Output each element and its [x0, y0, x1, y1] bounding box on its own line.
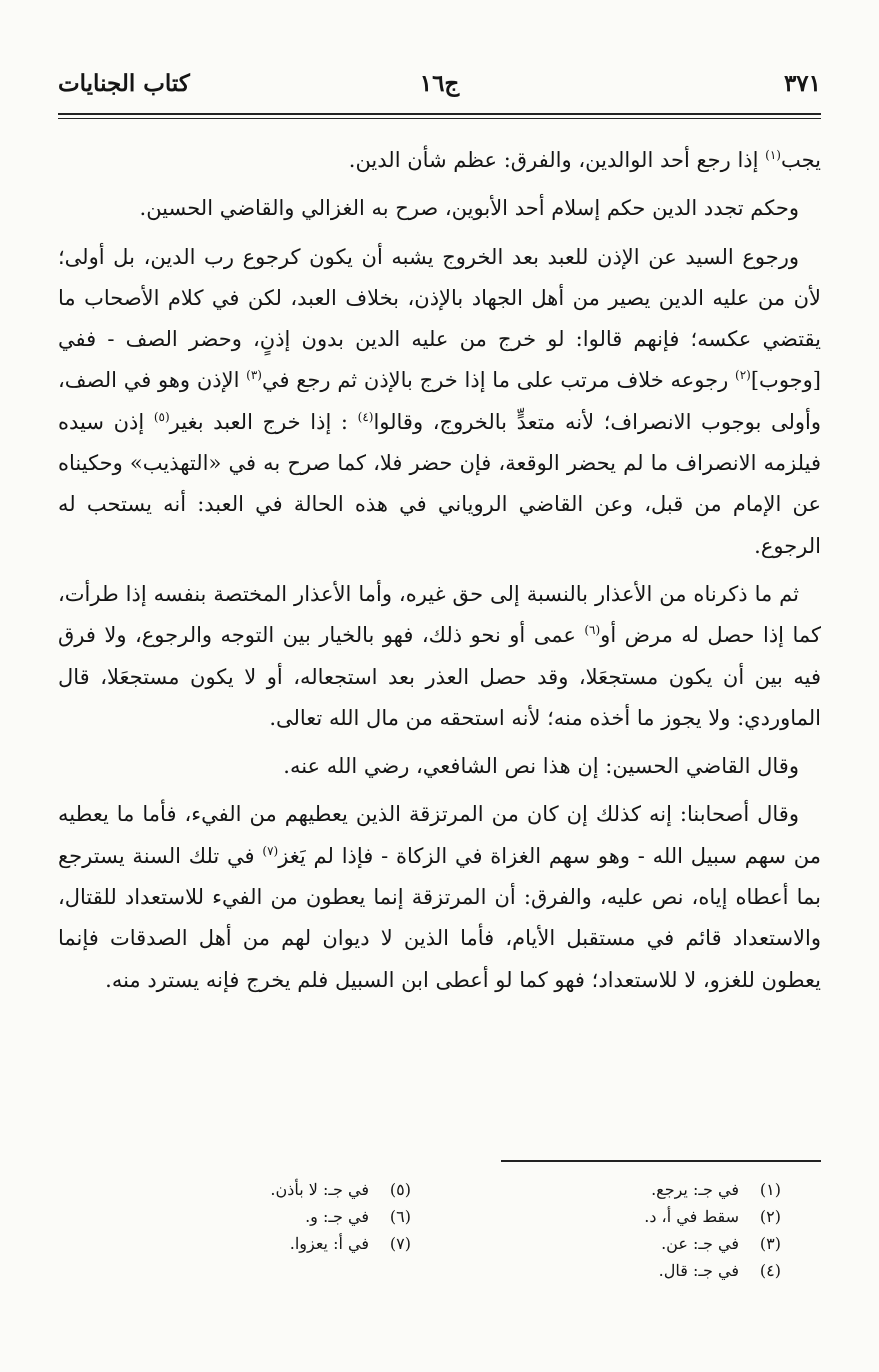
- footnote-text: في جـ: و.: [305, 1207, 369, 1226]
- text-run: عمى أو نحو ذلك، فهو بالخيار بين التوجه والرجوع، ولا فرق فيه بين أن يكون مستجعَلا، وقد حصل العذر بعد استجعاله، أو لا يكون مستجعَلا، قال الماوردي: ولا يجوز ما أخذه منه؛ لأنه استحقه من مال الله تعالى.: [58, 623, 821, 730]
- paragraph: [58, 237, 821, 567]
- header-rule-thin: [58, 118, 821, 119]
- footnote-rule: [501, 1160, 821, 1162]
- footnote-number: (٧): [389, 1234, 411, 1253]
- footnote-marker: (٥): [153, 409, 170, 424]
- footnote-number: (١): [759, 1180, 781, 1199]
- text-run: إذا رجع أحد الوالدين، والفرق: عظم شأن الدين.: [348, 148, 766, 172]
- text-run: وقال أصحابنا: إنه كذلك إن كان من المرتزقة الذين يعطيهم من الفيء، فأما ما يعطيه من سهم سبيل الله - وهو سهم الغزاة في الزكاة - فإذا لم يَغز: [58, 802, 822, 868]
- text-run: إذن سيده فيلزمه الانصراف ما لم يحضر الوقعة، فإن حضر فلا، كما صرح به في «التهذيب» وحكيناه عن الإمام من قبل، وعن القاضي الروياني في هذه الحالة في العبد: أنه يستحب له الرجوع.: [58, 409, 821, 558]
- text-run: : إذا خرج العبد بغير: [169, 409, 358, 434]
- footnote-item: [481, 1257, 781, 1284]
- text-run: وقال القاضي الحسين: إن هذا نص الشافعي، رضي الله عنه.: [283, 754, 799, 779]
- footnote-item: [481, 1176, 781, 1203]
- footnote-number: (٥): [389, 1180, 411, 1199]
- footnote-number: (٣): [759, 1234, 781, 1253]
- footnote-number: (٦): [389, 1207, 411, 1226]
- text-run: في تلك السنة يسترجع بما أعطاه إياه، نص عليه، والفرق: أن المرتزقة إنما يعطون من الفيء للاستعداد للقتال، والاستعداد قائم في مستقبل الأيام، فأما الذين لا ديوان لهم من أهل الصدقات فإنما يعطون للغزو، لا للاستعداد؛ فهو كما لو أعطى ابن السبيل فلم يخرج فإنه يسترد منه.: [58, 843, 821, 992]
- footnote-item: [111, 1176, 411, 1203]
- footnote-text: في جـ: قال.: [658, 1261, 739, 1280]
- footnote-item: [481, 1203, 781, 1230]
- footnote-item: [481, 1230, 781, 1257]
- footnote-item: [111, 1230, 411, 1257]
- footnote-marker: (٧): [262, 843, 279, 858]
- book-title: كتاب الجنايات: [58, 70, 190, 97]
- text-run: الإذن وهو في الصف، وأولى بوجوب الانصراف؛ لأنه متعدٍّ بالخروج، وقالوا: [58, 368, 821, 434]
- text-run: يجب: [780, 148, 821, 172]
- header-rule: [58, 113, 821, 115]
- footnote-marker: (٤): [357, 409, 374, 424]
- footnote-item: [111, 1203, 411, 1230]
- footnote-text: في جـ: لا بأذن.: [270, 1180, 369, 1199]
- footnote-marker: (٣): [246, 368, 262, 383]
- text-run: رجوعه خلاف مرتب على ما إذا خرج بالإذن ثم رجع في: [261, 368, 736, 393]
- paragraph: [58, 794, 821, 1000]
- paragraph: [58, 574, 821, 739]
- paragraph: [58, 746, 821, 787]
- text-run: ورجوع السيد عن الإذن للعبد بعد الخروج يشبه أن يكون كرجوع رب الدين، بل أولى؛ لأن من عليه الدين يصير من أهل الجهاد بالإذن، بخلاف العبد، لكن في كلام الأصحاب ما يقتضي عكسه؛ فإنهم قالوا: لو خرج من عليه الدين بدون إذنٍ، وحضر الصف - ففي [وجوب]: [58, 244, 821, 393]
- text-run: ثم ما ذكرناه من الأعذار بالنسبة إلى حق غيره، وأما الأعذار المختصة بنفسه إذا طرأت، كما إذا حصل له مرض أو: [58, 581, 822, 648]
- footnote-marker: (١): [765, 148, 781, 162]
- volume-label: ج١٦: [419, 70, 460, 97]
- footnote-number: (٢): [759, 1207, 781, 1226]
- text-run: وحكم تجدد الدين حكم إسلام أحد الأبوين، صرح به الغزالي والقاضي الحسين.: [139, 196, 799, 221]
- paragraph: [58, 140, 821, 181]
- footnotes-column-left: [111, 1176, 411, 1257]
- footnotes-column-right: [481, 1176, 781, 1284]
- paragraph: [58, 188, 821, 229]
- footnote-text: في جـ: يرجع.: [651, 1180, 739, 1199]
- footnote-text: في جـ: عن.: [661, 1234, 739, 1253]
- footnote-number: (٤): [759, 1261, 781, 1280]
- page-number: ٣٧١: [783, 70, 821, 97]
- footnote-text: في أ: يعزوا.: [289, 1234, 369, 1253]
- footnotes: [58, 1176, 821, 1306]
- footnote-marker: (٢): [735, 368, 751, 383]
- footnote-text: سقط في أ، د.: [644, 1207, 739, 1226]
- footnote-marker: (٦): [584, 623, 601, 638]
- running-header: [58, 70, 821, 106]
- main-text: [58, 140, 821, 1001]
